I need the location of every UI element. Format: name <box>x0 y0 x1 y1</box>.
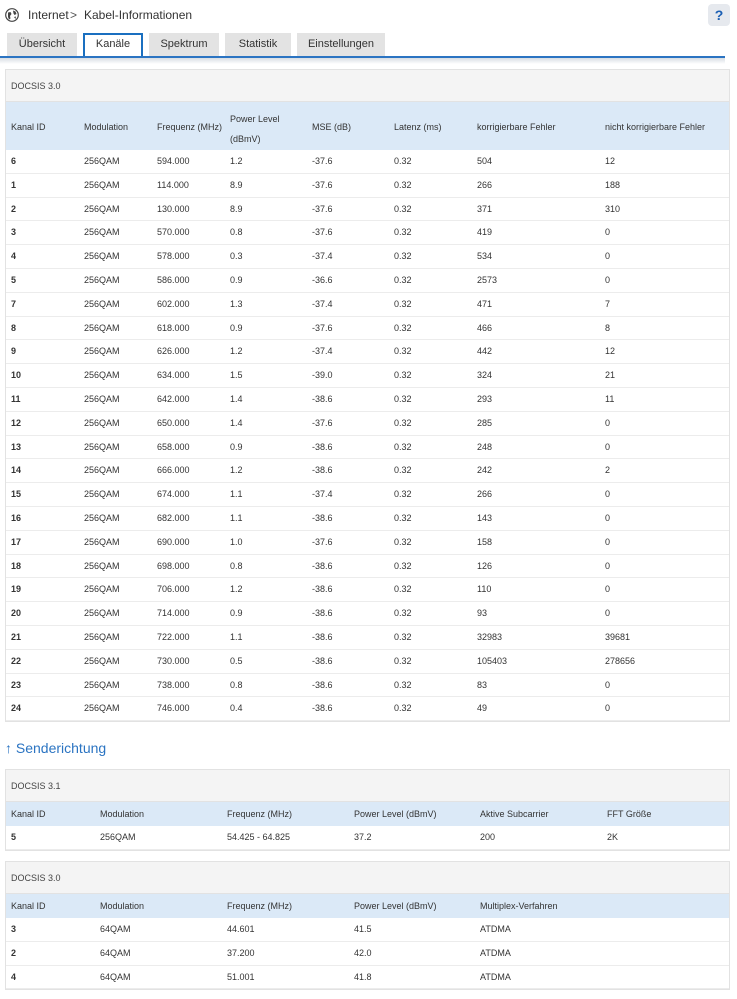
table-cell: 200 <box>480 832 496 842</box>
table-cell: -38.6 <box>312 608 333 619</box>
col-fft-groesse: FFT Größe <box>607 809 652 819</box>
table-cell: 1.2 <box>230 584 243 595</box>
table-cell: 256QAM <box>84 393 120 404</box>
table-cell: 256QAM <box>84 584 120 595</box>
table-cell: 0 <box>605 489 611 500</box>
table-cell: 256QAM <box>84 679 120 690</box>
col-aktive-subcarrier: Aktive Subcarrier <box>480 809 549 819</box>
table-row <box>6 317 729 341</box>
table-cell: 64QAM <box>100 924 131 934</box>
table-cell: 0 <box>605 536 611 547</box>
tab-einstellungen[interactable]: Einstellungen <box>297 33 385 56</box>
table-cell: ATDMA <box>480 924 511 934</box>
upstream-docsis31-rows <box>6 826 729 850</box>
table-cell: 0 <box>605 512 611 523</box>
cell-kanal-id: 6 <box>11 156 17 166</box>
table-cell: -37.4 <box>312 489 333 500</box>
table-cell: 0.9 <box>230 322 243 333</box>
table-cell: 248 <box>477 441 493 452</box>
table-cell: 7 <box>605 298 611 309</box>
table-cell: 12 <box>605 346 616 357</box>
table-cell: 682.000 <box>157 512 190 523</box>
table-row <box>6 918 729 942</box>
cell-kanal-id: 15 <box>11 489 22 500</box>
table-cell: 310 <box>605 203 621 214</box>
table-cell: 256QAM <box>84 608 120 619</box>
table-cell: 0.32 <box>394 655 412 666</box>
table-cell: 0 <box>605 274 611 285</box>
table-cell: 1.4 <box>230 393 243 404</box>
table-cell: -38.6 <box>312 655 333 666</box>
table-cell: 1.1 <box>230 631 243 642</box>
table-cell: 0.32 <box>394 346 412 357</box>
table-cell: 419 <box>477 227 493 238</box>
col-frequenz: Frequenz (MHz) <box>227 809 293 819</box>
upstream-docsis30-rows <box>6 918 729 989</box>
table-cell: 93 <box>477 608 488 619</box>
table-cell: 738.000 <box>157 679 190 690</box>
col-mse: MSE (dB) <box>312 122 352 132</box>
table-row <box>6 555 729 579</box>
cell-kanal-id: 21 <box>11 631 22 642</box>
table-cell: 730.000 <box>157 655 190 666</box>
table-row <box>6 578 729 602</box>
col-latenz: Latenz (ms) <box>394 122 442 132</box>
cell-kanal-id: 4 <box>11 251 17 262</box>
table-cell: 8.9 <box>230 179 243 190</box>
table-cell: 0 <box>605 703 611 714</box>
table-cell: 570.000 <box>157 227 190 238</box>
table-cell: 0.32 <box>394 203 412 214</box>
col-modulation: Modulation <box>84 122 129 132</box>
table-cell: 0.8 <box>230 560 243 571</box>
table-cell: 32983 <box>477 631 503 642</box>
chevron-right-icon: > <box>70 8 78 22</box>
table-cell: 504 <box>477 156 493 166</box>
table-row <box>6 174 729 198</box>
table-cell: 8 <box>605 322 611 333</box>
table-row <box>6 966 729 990</box>
table-cell: 0.32 <box>394 608 412 619</box>
table-cell: 698.000 <box>157 560 190 571</box>
table-cell: 746.000 <box>157 703 190 714</box>
table-cell: 293 <box>477 393 493 404</box>
cell-kanal-id: 19 <box>11 584 22 595</box>
table-cell: 0.32 <box>394 179 412 190</box>
upstream-docsis30-panel <box>5 861 730 990</box>
col-kanal-id: Kanal ID <box>11 122 46 132</box>
cell-kanal-id: 16 <box>11 512 22 523</box>
cell-kanal-id: 11 <box>11 393 21 404</box>
table-cell: 188 <box>605 179 621 190</box>
table-cell: 0.9 <box>230 441 243 452</box>
table-cell: 158 <box>477 536 493 547</box>
table-cell: 256QAM <box>84 655 120 666</box>
cell-kanal-id: 5 <box>11 832 17 842</box>
table-cell: 11 <box>605 393 615 404</box>
top-bar <box>0 0 737 30</box>
table-cell: 658.000 <box>157 441 190 452</box>
table-cell: 110 <box>477 584 492 595</box>
table-cell: 0.9 <box>230 274 243 285</box>
table-cell: -38.6 <box>312 393 333 404</box>
table-cell: 143 <box>477 512 493 523</box>
table-header <box>6 894 729 918</box>
table-row <box>6 245 729 269</box>
table-cell: 54.425 - 64.825 <box>227 832 291 842</box>
table-cell: -37.4 <box>312 298 333 309</box>
table-cell: 1.1 <box>230 512 243 523</box>
table-cell: 256QAM <box>84 274 120 285</box>
table-cell: 44.601 <box>227 924 255 934</box>
tab-bar <box>0 33 737 57</box>
table-cell: 666.000 <box>157 465 190 476</box>
table-cell: -37.6 <box>312 322 333 333</box>
tab-shadow <box>0 58 725 64</box>
cell-kanal-id: 18 <box>11 560 22 571</box>
table-cell: 130.000 <box>157 203 190 214</box>
downstream-docsis30-panel <box>5 69 730 722</box>
table-cell: 371 <box>477 203 493 214</box>
cell-kanal-id: 3 <box>11 924 17 934</box>
table-cell: -37.4 <box>312 346 333 357</box>
cell-kanal-id: 12 <box>11 417 22 428</box>
col-power-level: Power Level (dBmV) <box>354 809 437 819</box>
table-cell: 64QAM <box>100 971 131 982</box>
globe-icon <box>5 8 19 22</box>
table-cell: -38.6 <box>312 465 333 476</box>
table-cell: 674.000 <box>157 489 190 500</box>
table-row <box>6 388 729 412</box>
table-cell: 578.000 <box>157 251 190 262</box>
table-cell: 0.32 <box>394 703 412 714</box>
table-cell: 594.000 <box>157 156 190 166</box>
table-cell: 256QAM <box>84 179 120 190</box>
table-row <box>6 697 729 721</box>
table-cell: 602.000 <box>157 298 190 309</box>
panel-title: DOCSIS 3.0 <box>6 862 729 894</box>
table-cell: 0.32 <box>394 251 412 262</box>
tab-kanaele[interactable]: Kanäle <box>83 33 143 56</box>
table-cell: -37.6 <box>312 227 333 238</box>
table-cell: -37.6 <box>312 417 333 428</box>
table-cell: 0.32 <box>394 560 412 571</box>
breadcrumb-kabel-informationen: Kabel-Informationen <box>84 8 193 22</box>
cell-kanal-id: 5 <box>11 274 17 285</box>
table-cell: -37.6 <box>312 203 333 214</box>
col-modulation: Modulation <box>100 809 145 819</box>
downstream-rows <box>6 150 729 721</box>
table-cell: 0.32 <box>394 227 412 238</box>
table-cell: 0.4 <box>230 703 243 714</box>
col-kanal-id: Kanal ID <box>11 809 46 819</box>
table-header <box>6 102 729 150</box>
table-cell: 256QAM <box>84 322 120 333</box>
table-cell: 0.8 <box>230 679 243 690</box>
table-row <box>6 602 729 626</box>
cell-kanal-id: 2 <box>11 203 17 214</box>
table-cell: 0.9 <box>230 608 243 619</box>
table-cell: -37.6 <box>312 536 333 547</box>
table-cell: 626.000 <box>157 346 190 357</box>
table-cell: 49 <box>477 703 488 714</box>
table-cell: 0.32 <box>394 536 412 547</box>
table-cell: 37.200 <box>227 947 255 958</box>
table-cell: 0.32 <box>394 322 412 333</box>
table-cell: 39681 <box>605 631 631 642</box>
cell-kanal-id: 2 <box>11 947 17 958</box>
table-row <box>6 650 729 674</box>
table-cell: 41.8 <box>354 971 372 982</box>
table-cell: 256QAM <box>84 631 120 642</box>
table-cell: -38.6 <box>312 512 333 523</box>
table-cell: 256QAM <box>84 465 120 476</box>
table-cell: ATDMA <box>480 947 511 958</box>
cell-kanal-id: 4 <box>11 971 17 982</box>
table-row <box>6 150 729 174</box>
table-cell: 642.000 <box>157 393 190 404</box>
table-cell: 2 <box>605 465 611 476</box>
table-cell: ATDMA <box>480 971 511 982</box>
table-cell: 256QAM <box>84 346 120 357</box>
tab-uebersicht[interactable]: Übersicht <box>7 33 77 56</box>
table-cell: -37.6 <box>312 156 333 166</box>
table-row <box>6 674 729 698</box>
tab-statistik[interactable]: Statistik <box>225 33 291 56</box>
table-cell: 0.32 <box>394 393 412 404</box>
upstream-docsis31-panel <box>5 769 730 851</box>
table-cell: 634.000 <box>157 370 190 381</box>
table-cell: 0.32 <box>394 417 412 428</box>
table-cell: 1.1 <box>230 489 243 500</box>
col-kanal-id: Kanal ID <box>11 901 46 911</box>
table-cell: 8.9 <box>230 203 243 214</box>
table-cell: 1.5 <box>230 370 243 381</box>
col-power-level: Power Level (dBmV) <box>230 114 280 144</box>
table-cell: 2K <box>607 832 619 842</box>
table-cell: 41.5 <box>354 924 372 934</box>
table-cell: 0.32 <box>394 441 412 452</box>
table-cell: 0 <box>605 227 611 238</box>
table-cell: 0.32 <box>394 631 412 642</box>
cell-kanal-id: 8 <box>11 322 17 333</box>
table-cell: 105403 <box>477 655 508 666</box>
cell-kanal-id: 14 <box>11 465 22 476</box>
cell-kanal-id: 7 <box>11 298 17 309</box>
table-cell: -39.0 <box>312 370 333 381</box>
help-button[interactable]: ? <box>708 4 730 26</box>
table-cell: 706.000 <box>157 584 190 595</box>
table-cell: -38.6 <box>312 441 333 452</box>
table-cell: 256QAM <box>84 417 120 428</box>
table-cell: 0.32 <box>394 274 412 285</box>
table-row <box>6 221 729 245</box>
table-row <box>6 340 729 364</box>
table-cell: 256QAM <box>84 536 120 547</box>
table-cell: 256QAM <box>100 832 136 842</box>
table-cell: 0 <box>605 560 611 571</box>
cell-kanal-id: 3 <box>11 227 17 238</box>
table-cell: 126 <box>477 560 493 571</box>
table-cell: 256QAM <box>84 251 120 262</box>
table-cell: 42.0 <box>354 947 372 958</box>
table-cell: 0.32 <box>394 465 412 476</box>
table-cell: 12 <box>605 156 616 166</box>
table-cell: 256QAM <box>84 203 120 214</box>
table-cell: 0.32 <box>394 370 412 381</box>
table-row <box>6 942 729 966</box>
panel-title: DOCSIS 3.1 <box>6 770 729 802</box>
table-cell: 256QAM <box>84 298 120 309</box>
col-frequenz: Frequenz (MHz) <box>227 901 293 911</box>
table-cell: 0 <box>605 679 611 690</box>
table-row <box>6 507 729 531</box>
table-cell: 1.3 <box>230 298 243 309</box>
table-cell: 1.2 <box>230 346 243 357</box>
table-cell: 278656 <box>605 655 636 666</box>
table-cell: 37.2 <box>354 832 372 842</box>
table-cell: -37.4 <box>312 251 333 262</box>
cell-kanal-id: 23 <box>11 679 22 690</box>
table-cell: 650.000 <box>157 417 190 428</box>
cell-kanal-id: 20 <box>11 608 22 619</box>
table-cell: 534 <box>477 251 493 262</box>
table-cell: 64QAM <box>100 947 131 958</box>
table-cell: 256QAM <box>84 489 120 500</box>
table-cell: 256QAM <box>84 512 120 523</box>
table-cell: 256QAM <box>84 227 120 238</box>
table-cell: 714.000 <box>157 608 190 619</box>
section-title-senderichtung: ↑ Senderichtung <box>5 740 107 756</box>
table-cell: 256QAM <box>84 560 120 571</box>
table-cell: 0 <box>605 251 611 262</box>
table-row <box>6 412 729 436</box>
table-cell: 471 <box>477 298 493 309</box>
table-cell: 266 <box>477 179 493 190</box>
table-cell: 1.2 <box>230 156 243 166</box>
table-cell: 0 <box>605 417 611 428</box>
table-cell: 1.2 <box>230 465 243 476</box>
table-row <box>6 626 729 650</box>
table-cell: 1.4 <box>230 417 243 428</box>
table-cell: 618.000 <box>157 322 190 333</box>
table-cell: 0 <box>605 441 611 452</box>
table-header <box>6 802 729 826</box>
table-row <box>6 269 729 293</box>
table-cell: 0.32 <box>394 489 412 500</box>
col-power-level: Power Level (dBmV) <box>354 901 437 911</box>
table-cell: 0.32 <box>394 584 412 595</box>
table-row <box>6 293 729 317</box>
col-nicht-korrigierbare-fehler: nicht korrigierbare Fehler <box>605 122 706 132</box>
table-row <box>6 459 729 483</box>
table-cell: 0.3 <box>230 251 243 262</box>
cell-kanal-id: 9 <box>11 346 17 357</box>
table-row <box>6 826 729 850</box>
table-cell: 0 <box>605 584 611 595</box>
table-cell: -38.6 <box>312 703 333 714</box>
col-multiplex-verfahren: Multiplex-Verfahren <box>480 901 558 911</box>
cell-kanal-id: 22 <box>11 655 22 666</box>
table-cell: 466 <box>477 322 493 333</box>
table-cell: 242 <box>477 465 493 476</box>
cell-kanal-id: 24 <box>11 703 22 714</box>
tab-spektrum[interactable]: Spektrum <box>149 33 219 56</box>
table-cell: 256QAM <box>84 370 120 381</box>
table-cell: 586.000 <box>157 274 190 285</box>
table-cell: 1.0 <box>230 536 243 547</box>
table-cell: -37.6 <box>312 179 333 190</box>
col-modulation: Modulation <box>100 901 145 911</box>
table-cell: 0.32 <box>394 512 412 523</box>
table-cell: 0.5 <box>230 655 243 666</box>
table-cell: 442 <box>477 346 493 357</box>
table-cell: -38.6 <box>312 584 333 595</box>
table-cell: 690.000 <box>157 536 190 547</box>
table-row <box>6 483 729 507</box>
table-row <box>6 364 729 388</box>
table-cell: 0.32 <box>394 298 412 309</box>
table-cell: 722.000 <box>157 631 190 642</box>
breadcrumb-internet[interactable]: Internet <box>28 8 69 22</box>
table-cell: 256QAM <box>84 441 120 452</box>
panel-title: DOCSIS 3.0 <box>6 70 729 102</box>
table-cell: -38.6 <box>312 560 333 571</box>
table-cell: 0 <box>605 608 611 619</box>
cell-kanal-id: 10 <box>11 370 22 381</box>
table-cell: -38.6 <box>312 679 333 690</box>
table-cell: 2573 <box>477 274 498 285</box>
table-row <box>6 531 729 555</box>
table-cell: 256QAM <box>84 156 120 166</box>
table-cell: 83 <box>477 679 488 690</box>
table-cell: 324 <box>477 370 493 381</box>
table-cell: 114.000 <box>157 179 189 190</box>
table-cell: -38.6 <box>312 631 333 642</box>
table-row <box>6 198 729 222</box>
col-korrigierbare-fehler: korrigierbare Fehler <box>477 122 556 132</box>
table-cell: 285 <box>477 417 493 428</box>
cell-kanal-id: 13 <box>11 441 22 452</box>
table-cell: 0.32 <box>394 679 412 690</box>
table-cell: -36.6 <box>312 274 333 285</box>
cell-kanal-id: 17 <box>11 536 22 547</box>
table-cell: 21 <box>605 370 616 381</box>
col-frequenz: Frequenz (MHz) <box>157 122 223 132</box>
table-row <box>6 436 729 460</box>
table-cell: 51.001 <box>227 971 255 982</box>
table-cell: 0.8 <box>230 227 243 238</box>
table-cell: 266 <box>477 489 493 500</box>
table-cell: 256QAM <box>84 703 120 714</box>
cell-kanal-id: 1 <box>11 179 17 190</box>
table-cell: 0.32 <box>394 156 412 166</box>
